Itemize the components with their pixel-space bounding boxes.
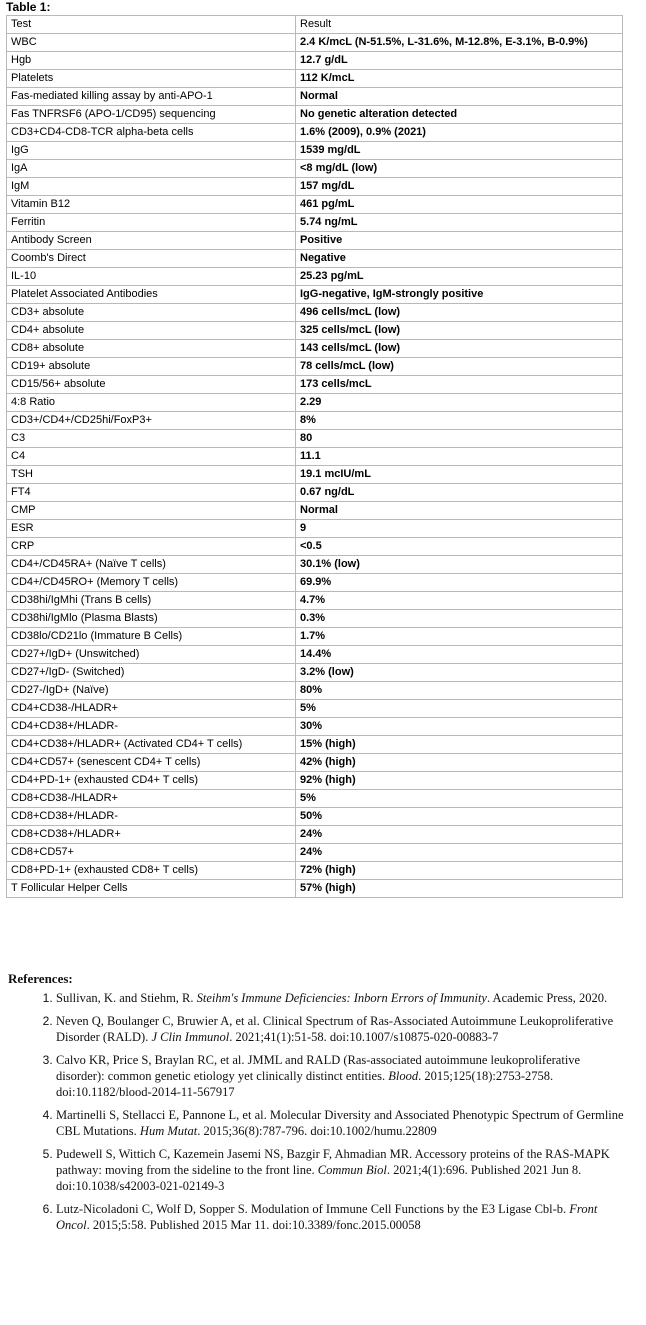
table-row — [7, 214, 623, 232]
table-row — [7, 826, 623, 844]
table-row — [7, 754, 623, 772]
table-row — [7, 106, 623, 124]
header-result: Result — [296, 16, 623, 34]
table-row — [7, 664, 623, 682]
table-row — [7, 34, 623, 52]
result-value-cell: 14.4% — [296, 646, 623, 664]
reference-text: . 2015;5:58. Published 2015 Mar 11. doi:10.3389/fonc.2015.00058 — [86, 1218, 421, 1232]
table-row — [7, 718, 623, 736]
test-name-cell: Antibody Screen — [7, 232, 296, 250]
test-name-cell: CD8+CD57+ — [7, 844, 296, 862]
table-title: Table 1: — [6, 0, 51, 14]
reference-item — [56, 1052, 638, 1100]
table-row — [7, 862, 623, 880]
reference-journal: Blood — [388, 1069, 419, 1083]
header-test: Test — [7, 16, 296, 34]
result-value-cell: Positive — [296, 232, 623, 250]
table-row — [7, 736, 623, 754]
test-name-cell: CMP — [7, 502, 296, 520]
result-value-cell: <0.5 — [296, 538, 623, 556]
test-name-cell: CD19+ absolute — [7, 358, 296, 376]
result-value-cell: 80% — [296, 682, 623, 700]
test-name-cell: Fas-mediated killing assay by anti-APO-1 — [7, 88, 296, 106]
test-name-cell: CD27-/IgD+ (Naïve) — [7, 682, 296, 700]
result-value-cell: 5% — [296, 790, 623, 808]
result-value-cell: 0.3% — [296, 610, 623, 628]
table-row — [7, 484, 623, 502]
test-name-cell: CD27+/IgD+ (Unswitched) — [7, 646, 296, 664]
result-value-cell: 157 mg/dL — [296, 178, 623, 196]
table-row — [7, 268, 623, 286]
table-row — [7, 178, 623, 196]
test-name-cell: CD4+CD57+ (senescent CD4+ T cells) — [7, 754, 296, 772]
test-name-cell: CD4+ absolute — [7, 322, 296, 340]
result-value-cell: 2.4 K/mcL (N-51.5%, L-31.6%, M-12.8%, E-3.1%, B-0.9%) — [296, 34, 623, 52]
result-value-cell: <8 mg/dL (low) — [296, 160, 623, 178]
table-row — [7, 610, 623, 628]
test-name-cell: IgM — [7, 178, 296, 196]
references-title: References: — [8, 971, 73, 986]
reference-text: Sullivan, K. and Stiehm, R. — [56, 991, 197, 1005]
reference-text: Lutz-Nicoladoni C, Wolf D, Sopper S. Modulation of Immune Cell Functions by the E3 Ligase Cbl-b. — [56, 1202, 570, 1216]
test-name-cell: CD8+CD38-/HLADR+ — [7, 790, 296, 808]
table-row — [7, 232, 623, 250]
result-value-cell: 173 cells/mcL — [296, 376, 623, 394]
reference-text: Calvo KR, Price S, Braylan RC, et al. JMML and RALD (Ras-associated autoimmune leukoproliferative disorder): common genetic etiology yet clinically distinct entities. — [56, 1053, 581, 1083]
table-row — [7, 448, 623, 466]
result-value-cell: 92% (high) — [296, 772, 623, 790]
table-row — [7, 304, 623, 322]
reference-text: . 2015;125(18):2753-2758. doi:10.1182/blood-2014-11-567917 — [56, 1069, 554, 1099]
result-value-cell: 8% — [296, 412, 623, 430]
result-value-cell: 69.9% — [296, 574, 623, 592]
result-value-cell: Normal — [296, 88, 623, 106]
result-value-cell: 496 cells/mcL (low) — [296, 304, 623, 322]
table-row — [7, 322, 623, 340]
test-name-cell: Hgb — [7, 52, 296, 70]
test-name-cell: Vitamin B12 — [7, 196, 296, 214]
reference-text: Pudewell S, Wittich C, Kazemein Jasemi NS, Bazgir F, Ahmadian MR. Accessory proteins of the RAS-MAPK pathway: moving from the sideline to the front line. — [56, 1147, 610, 1177]
result-value-cell: 1.7% — [296, 628, 623, 646]
result-value-cell: 25.23 pg/mL — [296, 268, 623, 286]
table-row — [7, 574, 623, 592]
table-row — [7, 250, 623, 268]
result-value-cell: 78 cells/mcL (low) — [296, 358, 623, 376]
result-value-cell: 15% (high) — [296, 736, 623, 754]
test-name-cell: CD3+ absolute — [7, 304, 296, 322]
references-list — [8, 990, 638, 1233]
result-value-cell: 4.7% — [296, 592, 623, 610]
result-value-cell: 5.74 ng/mL — [296, 214, 623, 232]
test-name-cell: C3 — [7, 430, 296, 448]
test-name-cell: FT4 — [7, 484, 296, 502]
result-value-cell: 19.1 mcIU/mL — [296, 466, 623, 484]
test-name-cell: CD4+/CD45RA+ (Naïve T cells) — [7, 556, 296, 574]
test-name-cell: CD15/56+ absolute — [7, 376, 296, 394]
result-value-cell: 42% (high) — [296, 754, 623, 772]
test-name-cell: CD8+CD38+/HLADR- — [7, 808, 296, 826]
test-name-cell: CRP — [7, 538, 296, 556]
table-row — [7, 790, 623, 808]
table-header-row — [7, 16, 623, 34]
table-row — [7, 700, 623, 718]
result-value-cell: 30.1% (low) — [296, 556, 623, 574]
reference-text: Neven Q, Boulanger C, Bruwier A, et al. Clinical Spectrum of Ras-Associated Autoimmune Leukoproliferative Disorder (RALD). — [56, 1014, 614, 1044]
reference-text: Martinelli S, Stellacci E, Pannone L, et al. Molecular Diversity and Associated Phenotypic Spectrum of Germline CBL Mutations. — [56, 1108, 624, 1138]
test-name-cell: CD4+PD-1+ (exhausted CD4+ T cells) — [7, 772, 296, 790]
test-name-cell: CD38lo/CD21lo (Immature B Cells) — [7, 628, 296, 646]
table-row — [7, 358, 623, 376]
test-name-cell: CD8+CD38+/HLADR+ — [7, 826, 296, 844]
result-value-cell: 50% — [296, 808, 623, 826]
result-value-cell: 24% — [296, 826, 623, 844]
table-row — [7, 376, 623, 394]
lab-results-body — [7, 16, 623, 898]
result-value-cell: 143 cells/mcL (low) — [296, 340, 623, 358]
table-row — [7, 196, 623, 214]
test-name-cell: CD27+/IgD- (Switched) — [7, 664, 296, 682]
result-value-cell: No genetic alteration detected — [296, 106, 623, 124]
table-row — [7, 160, 623, 178]
result-value-cell: Negative — [296, 250, 623, 268]
reference-item — [56, 1201, 638, 1233]
test-name-cell: CD4+CD38-/HLADR+ — [7, 700, 296, 718]
result-value-cell: 1539 mg/dL — [296, 142, 623, 160]
test-name-cell: CD4+CD38+/HLADR- — [7, 718, 296, 736]
result-value-cell: 80 — [296, 430, 623, 448]
table-row — [7, 592, 623, 610]
reference-journal: J Clin Immunol — [151, 1030, 230, 1044]
result-value-cell: 325 cells/mcL (low) — [296, 322, 623, 340]
table-row — [7, 430, 623, 448]
table-row — [7, 772, 623, 790]
result-value-cell: 2.29 — [296, 394, 623, 412]
table-row — [7, 466, 623, 484]
table-row — [7, 556, 623, 574]
test-name-cell: Platelet Associated Antibodies — [7, 286, 296, 304]
test-name-cell: IL-10 — [7, 268, 296, 286]
test-name-cell: CD4+CD38+/HLADR+ (Activated CD4+ T cells) — [7, 736, 296, 754]
reference-text: . 2015;36(8):787-796. doi:10.1002/humu.22809 — [197, 1124, 437, 1138]
lab-results-table — [6, 15, 623, 898]
result-value-cell: 0.67 ng/dL — [296, 484, 623, 502]
reference-text: . 2021;41(1):51-58. doi:10.1007/s10875-020-00883-7 — [229, 1030, 499, 1044]
test-name-cell: CD3+CD4-CD8-TCR alpha-beta cells — [7, 124, 296, 142]
table-row — [7, 520, 623, 538]
result-value-cell: 461 pg/mL — [296, 196, 623, 214]
reference-text: . Academic Press, 2020. — [486, 991, 608, 1005]
references-section — [8, 971, 638, 1240]
table-row — [7, 646, 623, 664]
table-row — [7, 124, 623, 142]
reference-journal: Hum Mutat — [139, 1124, 198, 1138]
reference-item — [56, 1146, 638, 1194]
table-row — [7, 628, 623, 646]
table-row — [7, 808, 623, 826]
result-value-cell: 57% (high) — [296, 880, 623, 898]
table-row — [7, 142, 623, 160]
table-row — [7, 412, 623, 430]
reference-journal: Commun Biol — [317, 1163, 387, 1177]
table-row — [7, 538, 623, 556]
result-value-cell: 9 — [296, 520, 623, 538]
test-name-cell: CD8+ absolute — [7, 340, 296, 358]
reference-journal: Steihm's Immune Deficiencies: Inborn Errors of Immunity — [196, 991, 487, 1005]
test-name-cell: IgG — [7, 142, 296, 160]
test-name-cell: Ferritin — [7, 214, 296, 232]
result-value-cell: 5% — [296, 700, 623, 718]
table-row — [7, 70, 623, 88]
test-name-cell: TSH — [7, 466, 296, 484]
result-value-cell: IgG-negative, IgM-strongly positive — [296, 286, 623, 304]
reference-text: . 2021;4(1):696. Published 2021 Jun 8. doi:10.1038/s42003-021-02149-3 — [56, 1163, 582, 1193]
result-value-cell: 112 K/mcL — [296, 70, 623, 88]
table-row — [7, 52, 623, 70]
table-row — [7, 394, 623, 412]
reference-item — [56, 1107, 638, 1139]
result-value-cell: 11.1 — [296, 448, 623, 466]
result-value-cell: 24% — [296, 844, 623, 862]
test-name-cell: ESR — [7, 520, 296, 538]
reference-journal: Front Oncol — [56, 1202, 598, 1232]
test-name-cell: IgA — [7, 160, 296, 178]
result-value-cell: Normal — [296, 502, 623, 520]
result-value-cell: 12.7 g/dL — [296, 52, 623, 70]
test-name-cell: CD8+PD-1+ (exhausted CD8+ T cells) — [7, 862, 296, 880]
test-name-cell: Coomb's Direct — [7, 250, 296, 268]
table-row — [7, 88, 623, 106]
reference-item — [56, 1013, 638, 1045]
table-row — [7, 682, 623, 700]
table-row — [7, 340, 623, 358]
table-row — [7, 880, 623, 898]
test-name-cell: CD3+/CD4+/CD25hi/FoxP3+ — [7, 412, 296, 430]
test-name-cell: T Follicular Helper Cells — [7, 880, 296, 898]
table-row — [7, 286, 623, 304]
test-name-cell: Platelets — [7, 70, 296, 88]
test-name-cell: WBC — [7, 34, 296, 52]
test-name-cell: Fas TNFRSF6 (APO-1/CD95) sequencing — [7, 106, 296, 124]
test-name-cell: C4 — [7, 448, 296, 466]
test-name-cell: CD38hi/IgMlo (Plasma Blasts) — [7, 610, 296, 628]
result-value-cell: 3.2% (low) — [296, 664, 623, 682]
table-row — [7, 844, 623, 862]
result-value-cell: 72% (high) — [296, 862, 623, 880]
test-name-cell: CD38hi/IgMhi (Trans B cells) — [7, 592, 296, 610]
reference-item — [56, 990, 638, 1006]
test-name-cell: CD4+/CD45RO+ (Memory T cells) — [7, 574, 296, 592]
test-name-cell: 4:8 Ratio — [7, 394, 296, 412]
result-value-cell: 30% — [296, 718, 623, 736]
table-row — [7, 502, 623, 520]
result-value-cell: 1.6% (2009), 0.9% (2021) — [296, 124, 623, 142]
